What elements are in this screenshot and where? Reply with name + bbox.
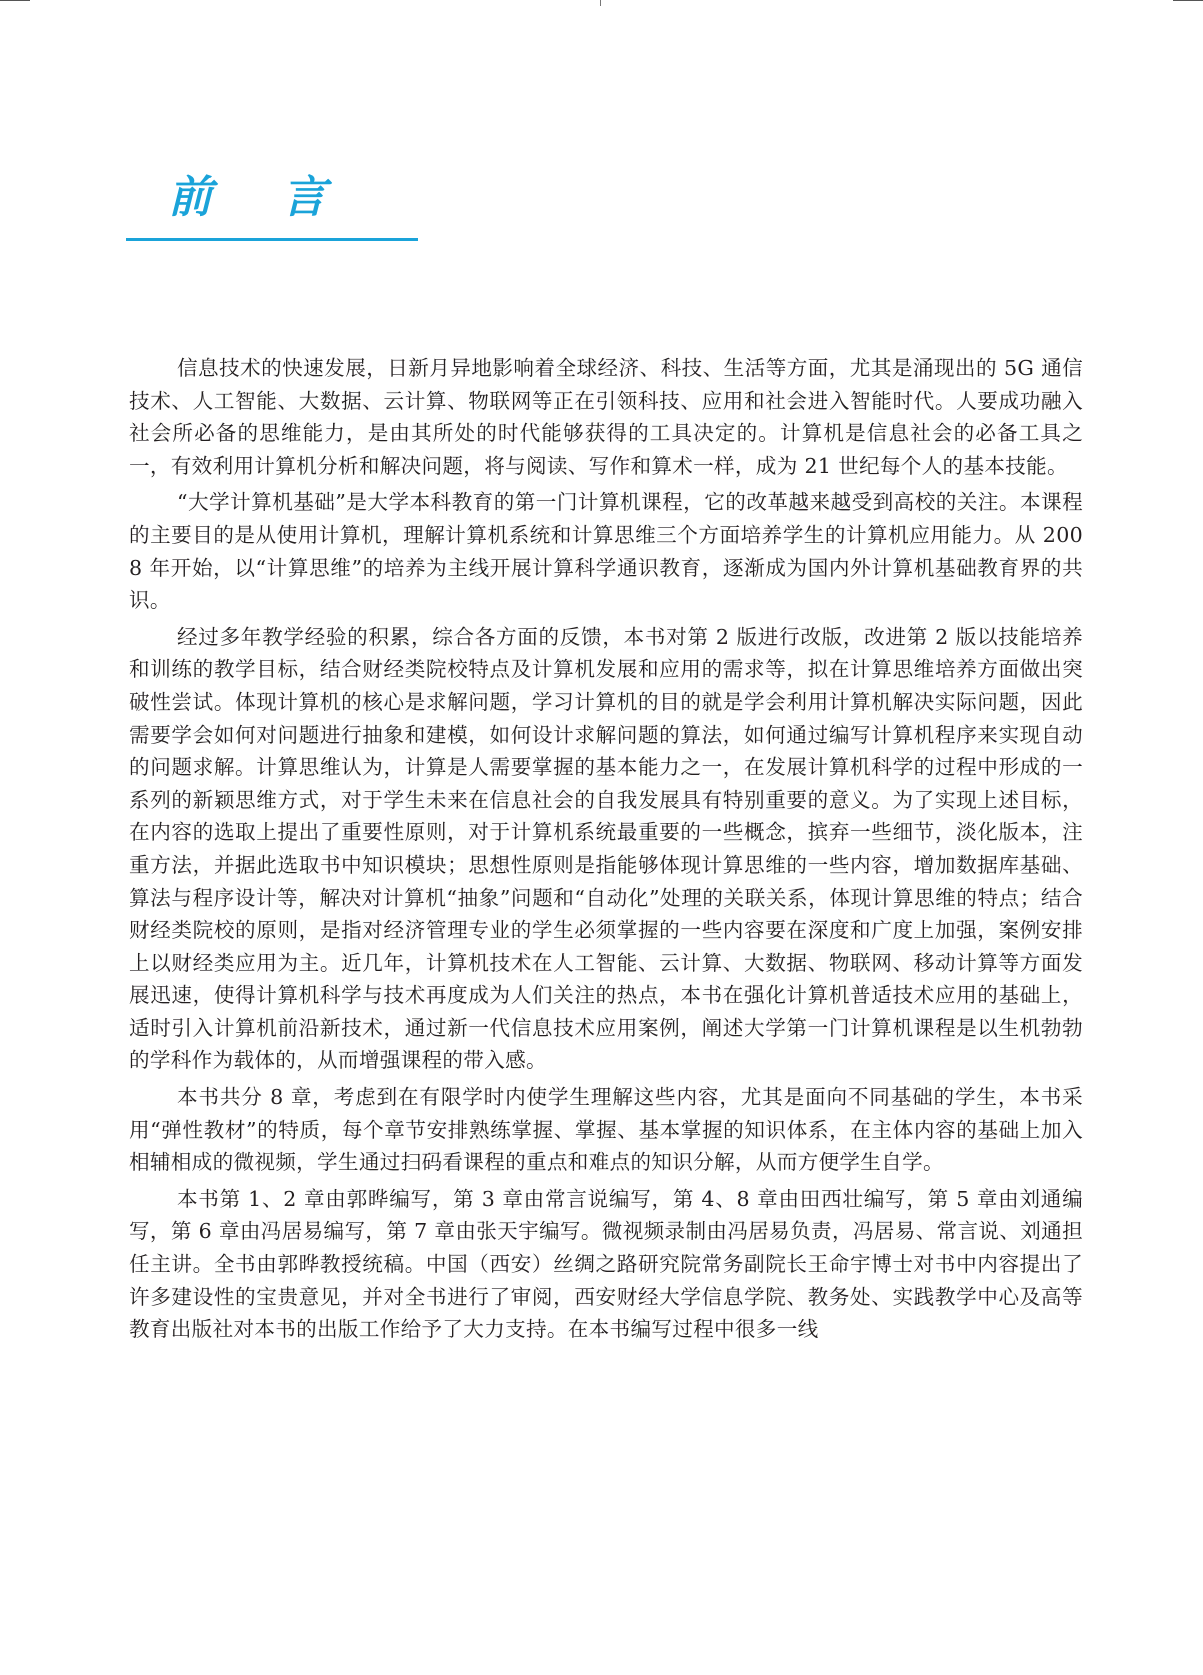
crop-mark-left: [0, 0, 30, 1]
crop-mark-top: [600, 0, 601, 6]
paragraph-4: 本书共分 8 章，考虑到在有限学时内使学生理解这些内容，尤其是面向不同基础的学生，本书采用“弹性教材”的特质，每个章节安排熟练掌握、掌握、基本掌握的知识体系，在主体内容的基础上加入相辅相成的微视频，学生通过扫码看课程的重点和难点的知识分解，从而方便学生自学。: [129, 1085, 1083, 1175]
crop-mark-right: [1173, 0, 1203, 1]
page-heading: 前言: [168, 172, 396, 223]
paragraph-1: 信息技术的快速发展，日新月异地影响着全球经济、科技、生活等方面，尤其是涌现出的 5G 通信技术、人工智能、大数据、云计算、物联网等正在引领科技、应用和社会进入智能时代。人要成功融入社会所必备的思维能力，是由其所处的时代能够获得的工具决定的。计算机是信息社会的必备工具之一，有效利用计算机分析和解决问题，将与阅读、写作和算术一样，成为 21 世纪每个人的基本技能。: [129, 356, 1083, 478]
paragraph-2: “大学计算机基础”是大学本科教育的第一门计算机课程，它的改革越来越受到高校的关注。本课程的主要目的是从使用计算机，理解计算机系统和计算思维三个方面培养学生的计算机应用能力。从 2008 年开始，以“计算思维”的培养为主线开展计算科学通识教育，逐渐成为国内外计算机基础教育界的共识。: [129, 490, 1083, 613]
paragraph-3: 经过多年教学经验的积累，综合各方面的反馈，本书对第 2 版进行改版，改进第 2 版以技能培养和训练的教学目标，结合财经类院校特点及计算机发展和应用的需求等，拟在计算思维培养方面做出突破性尝试。体现计算机的核心是求解问题，学习计算机的目的就是学会利用计算机解决实际问题，因此需要学会如何对问题进行抽象和建模，如何设计求解问题的算法，如何通过编写计算机程序来实现自动的问题求解。计算思维认为，计算是人需要掌握的基本能力之一，在发展计算机科学的过程中形成的一系列的新颖思维方式，对于学生未来在信息社会的自我发展具有特别重要的意义。为了实现上述目标，在内容的选取上提出了重要性原则，对于计算机系统最重要的一些概念，摈弃一些细节，淡化版本，注重方法，并据此选取书中知识模块；思想性原则是指能够体现计算思维的一些内容，增加数据库基础、算法与程序设计等，解决对计算机“抽象”问题和“自动化”处理的关联关系，体现计算思维的特点；结合财经类院校的原则，是指对经济管理专业的学生必须掌握的一些内容要在深度和广度上加强，案例安排上以财经类应用为主。近几年，计算机技术在人工智能、云计算、大数据、物联网、移动计算等方面发展迅速，使得计算机科学与技术再度成为人们关注的热点，本书在强化计算机普适技术应用的基础上，适时引入计算机前沿新技术，通过新一代信息技术应用案例，阐述大学第一门计算机课程是以生机勃勃的学科作为载体的，从而增强课程的带入感。: [129, 624, 1083, 1073]
paragraph-5: 本书第 1、2 章由郭晔编写，第 3 章由常言说编写，第 4、8 章由田西壮编写，第 5 章由刘通编写，第 6 章由冯居易编写，第 7 章由张天宇编写。微视频录制由冯居易负责，冯居易、常言说、刘通担任主讲。全书由郭晔教授统稿。中国（西安）丝绸之路研究院常务副院长王命宇博士对书中内容提出了许多建设性的宝贵意见，并对全书进行了审阅，西安财经大学信息学院、教务处、实践教学中心及高等教育出版社对本书的出版工作给予了大力支持。在本书编写过程中很多一线: [129, 1186, 1083, 1342]
preface-body: [129, 352, 1083, 1350]
heading-underline: [126, 238, 418, 241]
